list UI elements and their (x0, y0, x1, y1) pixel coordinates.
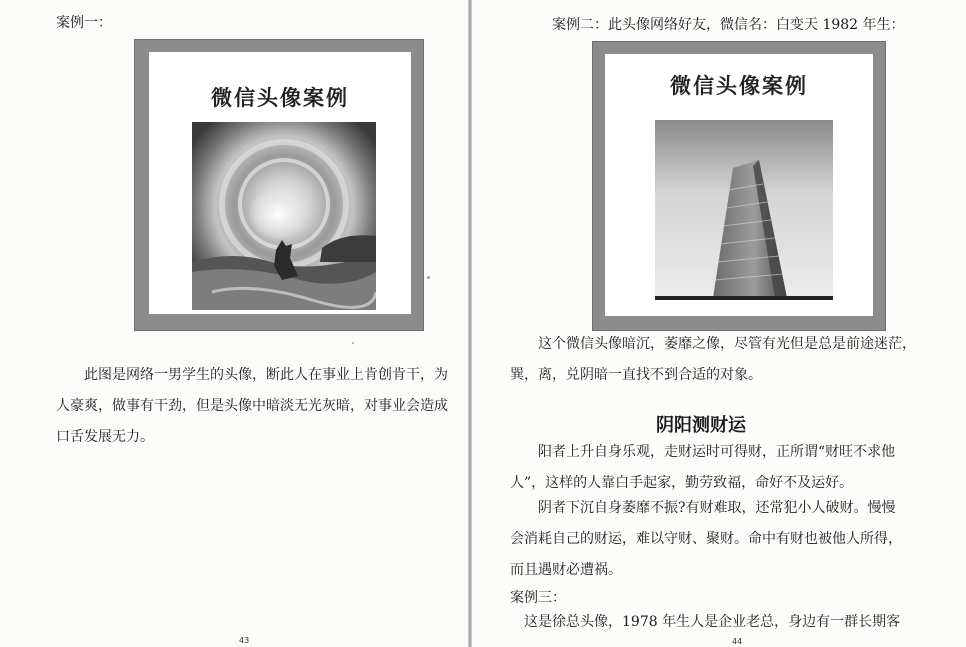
case-one-label: 案例一： (56, 15, 112, 31)
case-two-image-frame (592, 41, 886, 331)
case-one-image-frame (134, 39, 424, 331)
book-gutter (468, 0, 472, 647)
case-one-paragraph (56, 360, 448, 453)
text-line: 这个微信头像暗沉，萎靡之像，尽管有光但是总是前途迷茫， (538, 336, 916, 352)
page-number-right: 44 (732, 637, 743, 646)
case-one-card-title: 微信头像案例 (211, 86, 349, 110)
page-44 (470, 0, 966, 647)
text-line: 此图是网络一男学生的头像，断此人在事业上肯创肯干，为 (84, 367, 448, 383)
text-line: 会消耗自己的财运，难以守财、聚财。命中有财也被他人所得， (510, 531, 902, 547)
case-two-card-title: 微信头像案例 (670, 74, 808, 98)
case-two-paragraph (510, 329, 938, 391)
text-line: 口舌发展无力。 (56, 429, 154, 445)
section-heading: 阴阳测财运 (656, 415, 746, 436)
case-three-label: 案例三： (510, 590, 566, 606)
scan-speck (352, 342, 354, 344)
text-line: 人”，这样的人靠白手起家，勤劳致福，命好不及运好。 (510, 475, 854, 491)
case-two-avatar-image (655, 120, 833, 300)
text-line: 而且遇财必遭祸。 (510, 562, 622, 578)
case-two-card (605, 54, 873, 316)
text-line: 阴者下沉自身萎靡不振?有财难取，还常犯小人破财。慢慢 (538, 500, 896, 516)
text-line: 巽，离，兑阴暗一直找不到合适的对象。 (510, 367, 762, 383)
page-number-left: 43 (239, 636, 250, 645)
case-three-paragraph (510, 607, 938, 638)
page-43 (0, 0, 470, 647)
text-line: 阳者上升自身乐观，走财运时可得财，正所谓“财旺不求他 (538, 444, 896, 460)
yang-paragraph (510, 437, 938, 499)
yin-paragraph (510, 493, 938, 586)
case-one-card (149, 52, 411, 314)
text-line: 人豪爽，做事有干劲，但是头像中暗淡无光灰暗，对事业会造成 (56, 398, 448, 414)
case-one-avatar-image (192, 122, 376, 310)
text-line: 这是徐总头像，1978 年生人是企业老总，身边有一群长期客 (524, 614, 901, 630)
case-two-label: 案例二：此头像网络好友，微信名：白变天 1982 年生： (552, 17, 905, 33)
scan-speck (427, 276, 430, 279)
